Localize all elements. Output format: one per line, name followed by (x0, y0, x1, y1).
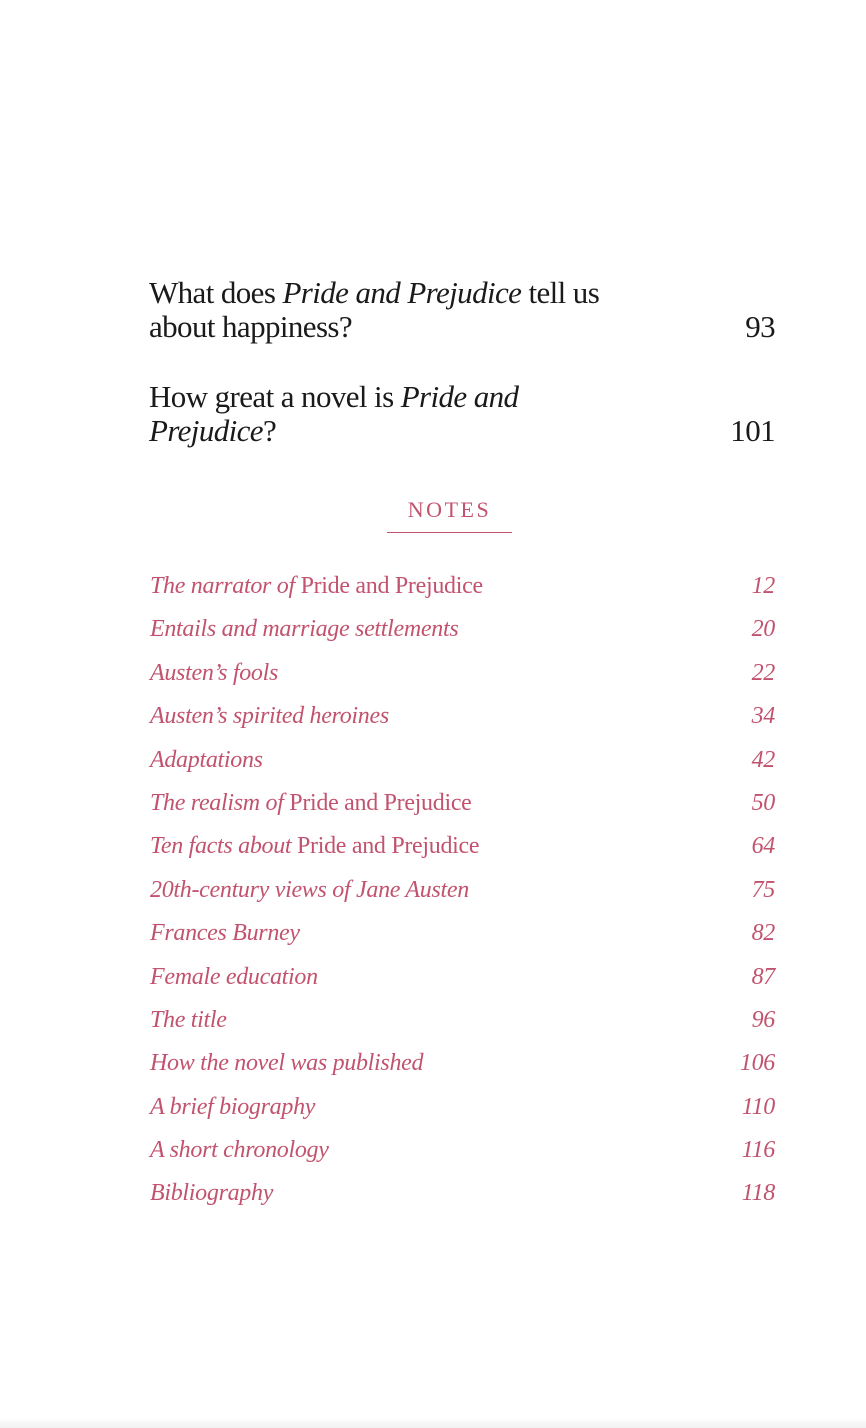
notes-heading: NOTES (387, 497, 512, 533)
note-label: The narrator of Pride and Prejudice (150, 573, 483, 599)
note-label: 20th-century views of Jane Austen (150, 876, 469, 903)
note-page-number: 34 (751, 703, 775, 730)
note-item-published[interactable] (150, 1047, 775, 1090)
note-label: Austen’s fools (150, 659, 279, 686)
note-item-ten-facts[interactable] (150, 830, 775, 873)
note-page-number: 116 (741, 1137, 775, 1164)
note-page-number: 64 (751, 833, 775, 860)
note-page-number: 12 (751, 573, 775, 599)
note-page-number: 82 (751, 920, 775, 947)
note-item-female-education[interactable] (150, 961, 775, 1004)
note-item-fools[interactable] (150, 657, 775, 700)
note-item-chronology[interactable] (150, 1134, 775, 1177)
note-page-number: 50 (751, 789, 775, 816)
toc-entry-title: What does Pride and Prejudice tell us about happiness? (149, 275, 600, 344)
note-page-number: 42 (751, 746, 775, 773)
note-page-number: 106 (739, 1050, 775, 1077)
note-label: Ten facts about Pride and Prejudice (150, 833, 480, 860)
note-label: A short chronology (150, 1137, 329, 1164)
note-page-number: 87 (751, 963, 775, 990)
note-label: Austen’s spirited heroines (150, 703, 389, 730)
note-page-number: 96 (751, 1006, 775, 1033)
note-item-20th-century[interactable] (150, 874, 775, 917)
note-page-number: 22 (751, 659, 775, 686)
note-label: Female education (150, 963, 318, 990)
toc-entry-happiness[interactable] (149, 276, 775, 344)
toc-entry-title: How great a novel is Pride and Prejudice? (149, 379, 519, 448)
notes-list (150, 570, 775, 1221)
note-label: The realism of Pride and Prejudice (150, 789, 472, 816)
note-item-narrator[interactable] (150, 570, 775, 613)
note-item-bibliography[interactable] (150, 1177, 775, 1220)
note-page-number: 20 (751, 616, 775, 643)
note-label: Bibliography (150, 1180, 274, 1207)
note-item-entails[interactable] (150, 613, 775, 656)
toc-entry-how-great[interactable] (149, 380, 775, 448)
page-bottom-edge (0, 1418, 866, 1428)
note-item-heroines[interactable] (150, 700, 775, 743)
toc-entry-page-number: 101 (730, 413, 775, 448)
note-page-number: 75 (751, 876, 775, 903)
note-item-burney[interactable] (150, 917, 775, 960)
note-label: Adaptations (150, 746, 263, 773)
toc-entry-page-number: 93 (745, 309, 775, 344)
note-label: The title (150, 1006, 227, 1033)
note-page-number: 110 (741, 1093, 775, 1120)
note-item-realism[interactable] (150, 787, 775, 830)
note-item-adaptations[interactable] (150, 744, 775, 787)
note-label: A brief biography (150, 1093, 316, 1120)
note-label: How the novel was published (150, 1050, 424, 1077)
note-item-title[interactable] (150, 1004, 775, 1047)
note-label: Entails and marriage settlements (150, 616, 459, 643)
note-page-number: 118 (741, 1180, 775, 1207)
note-label: Frances Burney (150, 920, 300, 947)
note-item-biography[interactable] (150, 1091, 775, 1134)
